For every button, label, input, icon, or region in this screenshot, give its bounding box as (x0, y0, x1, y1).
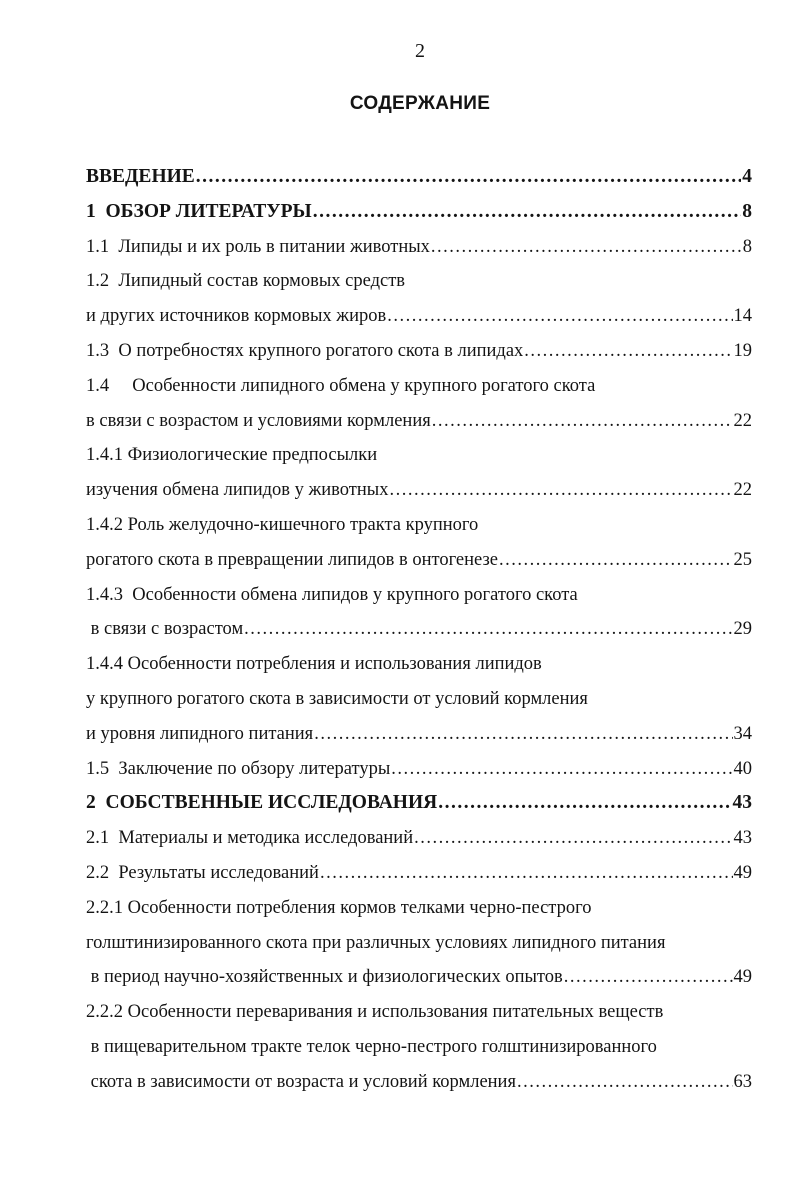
toc-dot-leader (320, 856, 733, 891)
toc-entry (86, 821, 752, 856)
toc-dot-leader (314, 717, 732, 752)
toc-page-number: 43 (733, 828, 752, 849)
toc-entry (86, 995, 752, 1099)
toc-page-number: 19 (733, 340, 752, 361)
toc-entry (86, 438, 752, 508)
toc-entry-text: рогатого скота в превращении липидов в онтогенезе (86, 549, 498, 570)
toc-entry (86, 786, 752, 821)
toc-dot-leader (244, 612, 732, 647)
toc-line (86, 404, 752, 439)
toc-line (86, 960, 752, 995)
toc-entry-text: в связи с возрастом (86, 619, 244, 640)
toc-dot-leader (313, 195, 742, 230)
toc-entry (86, 334, 752, 369)
toc-line (86, 438, 752, 473)
toc-line (86, 1065, 752, 1100)
toc-page-number: 40 (733, 758, 752, 779)
toc-entry-text: 1.4.1 Физиологические предпосылки (86, 445, 378, 466)
toc-dot-leader (432, 404, 733, 439)
toc-entry-text: 2 СОБСТВЕННЫЕ ИССЛЕДОВАНИЯ (86, 792, 438, 814)
toc-entry-text: 1.3 О потребностях крупного рогатого скота в липидах (86, 340, 524, 361)
toc-entry-text: голштинизированного скота при различных условиях липидного питания (86, 932, 666, 953)
toc-entry-text: ВВЕДЕНИЕ (86, 166, 195, 187)
toc-page-number: 8 (742, 236, 752, 257)
toc-line (86, 230, 752, 265)
toc-dot-leader (499, 543, 733, 578)
toc-line (86, 299, 752, 334)
toc-entry-text: 1.1 Липиды и их роль в питании животных (86, 236, 430, 257)
toc-line (86, 1030, 752, 1065)
toc-line (86, 717, 752, 752)
toc-dot-leader (389, 473, 732, 508)
toc-dot-leader (431, 230, 742, 265)
toc-dot-leader (391, 752, 732, 787)
toc-dot-leader (564, 960, 733, 995)
toc-entry (86, 160, 752, 195)
toc-line (86, 786, 752, 821)
toc-line (86, 369, 752, 404)
toc-entry-text: 2.2.1 Особенности потребления кормов телками черно-пестрого (86, 897, 592, 918)
toc-line (86, 264, 752, 299)
toc-line (86, 821, 752, 856)
toc-entry (86, 230, 752, 265)
toc-line (86, 195, 752, 230)
toc-entry (86, 264, 752, 334)
toc-line (86, 647, 752, 682)
toc-entry (86, 195, 752, 230)
toc-line (86, 334, 752, 369)
toc-line (86, 752, 752, 787)
toc-entry-text: 2.2 Результаты исследований (86, 862, 319, 883)
toc-page-number: 4 (742, 166, 752, 187)
toc-entry (86, 856, 752, 891)
toc-entry-text: скота в зависимости от возраста и условий кормления (86, 1071, 516, 1092)
toc-dot-leader (524, 334, 732, 369)
toc-entry-text: и уровня липидного питания (86, 723, 314, 744)
toc-dot-leader (387, 299, 732, 334)
toc-page-number: 25 (733, 549, 752, 570)
toc-line (86, 856, 752, 891)
toc-dot-leader (517, 1065, 733, 1100)
toc-dot-leader (196, 160, 741, 195)
toc-entry (86, 369, 752, 439)
toc-line (86, 926, 752, 961)
toc-line (86, 612, 752, 647)
toc-entry-text: 1.4.3 Особенности обмена липидов у крупного рогатого скота (86, 584, 578, 605)
table-of-contents (86, 160, 752, 1100)
toc-entry-text: в связи с возрастом и условиями кормления (86, 410, 431, 431)
toc-page-number: 49 (733, 967, 752, 988)
toc-entry-text: изучения обмена липидов у животных (86, 480, 389, 501)
toc-entry-text: 1.4 Особенности липидного обмена у крупного рогатого скота (86, 375, 596, 396)
toc-entry-text: у крупного рогатого скота в зависимости от условий кормления (86, 688, 588, 709)
toc-dot-leader (438, 786, 731, 821)
toc-page-number: 63 (733, 1071, 752, 1092)
toc-entry-text: в пищеварительном тракте телок черно-пестрого голштинизированного (86, 1036, 657, 1057)
toc-line (86, 578, 752, 613)
toc-entry (86, 752, 752, 787)
toc-entry (86, 647, 752, 751)
toc-page-number: 49 (733, 862, 752, 883)
toc-entry-text: 2.2.2 Особенности переваривания и использования питательных веществ (86, 1002, 664, 1023)
toc-entry-text: 2.1 Материалы и методика исследований (86, 828, 414, 849)
toc-line (86, 543, 752, 578)
toc-entry (86, 891, 752, 995)
toc-entry (86, 578, 752, 648)
toc-line (86, 891, 752, 926)
toc-entry-text: 1.4.2 Роль желудочно-кишечного тракта крупного (86, 514, 479, 535)
toc-entry-text: в период научно-хозяйственных и физиологических опытов (86, 967, 563, 988)
toc-line (86, 473, 752, 508)
toc-dot-leader (414, 821, 732, 856)
page-title: СОДЕРЖАНИЕ (349, 93, 491, 114)
toc-page-number: 14 (733, 306, 752, 327)
toc-entry-text: 1.5 Заключение по обзору литературы (86, 758, 391, 779)
toc-entry-text: 1 ОБЗОР ЛИТЕРАТУРЫ (86, 200, 312, 222)
toc-entry-text: 1.4.4 Особенности потребления и использования липидов (86, 654, 542, 675)
toc-line (86, 160, 752, 195)
toc-line (86, 682, 752, 717)
toc-line (86, 508, 752, 543)
toc-page-number: 22 (733, 410, 752, 431)
toc-line (86, 995, 752, 1030)
toc-entry (86, 508, 752, 578)
toc-entry-text: и других источников кормовых жиров (86, 306, 387, 327)
page-number: 2 (415, 40, 425, 62)
toc-page-number: 29 (733, 619, 752, 640)
toc-page-number: 8 (742, 200, 752, 222)
toc-page-number: 43 (732, 792, 752, 814)
toc-entry-text: 1.2 Липидный состав кормовых средств (86, 271, 406, 292)
toc-page-number: 34 (733, 723, 752, 744)
toc-page-number: 22 (733, 480, 752, 501)
